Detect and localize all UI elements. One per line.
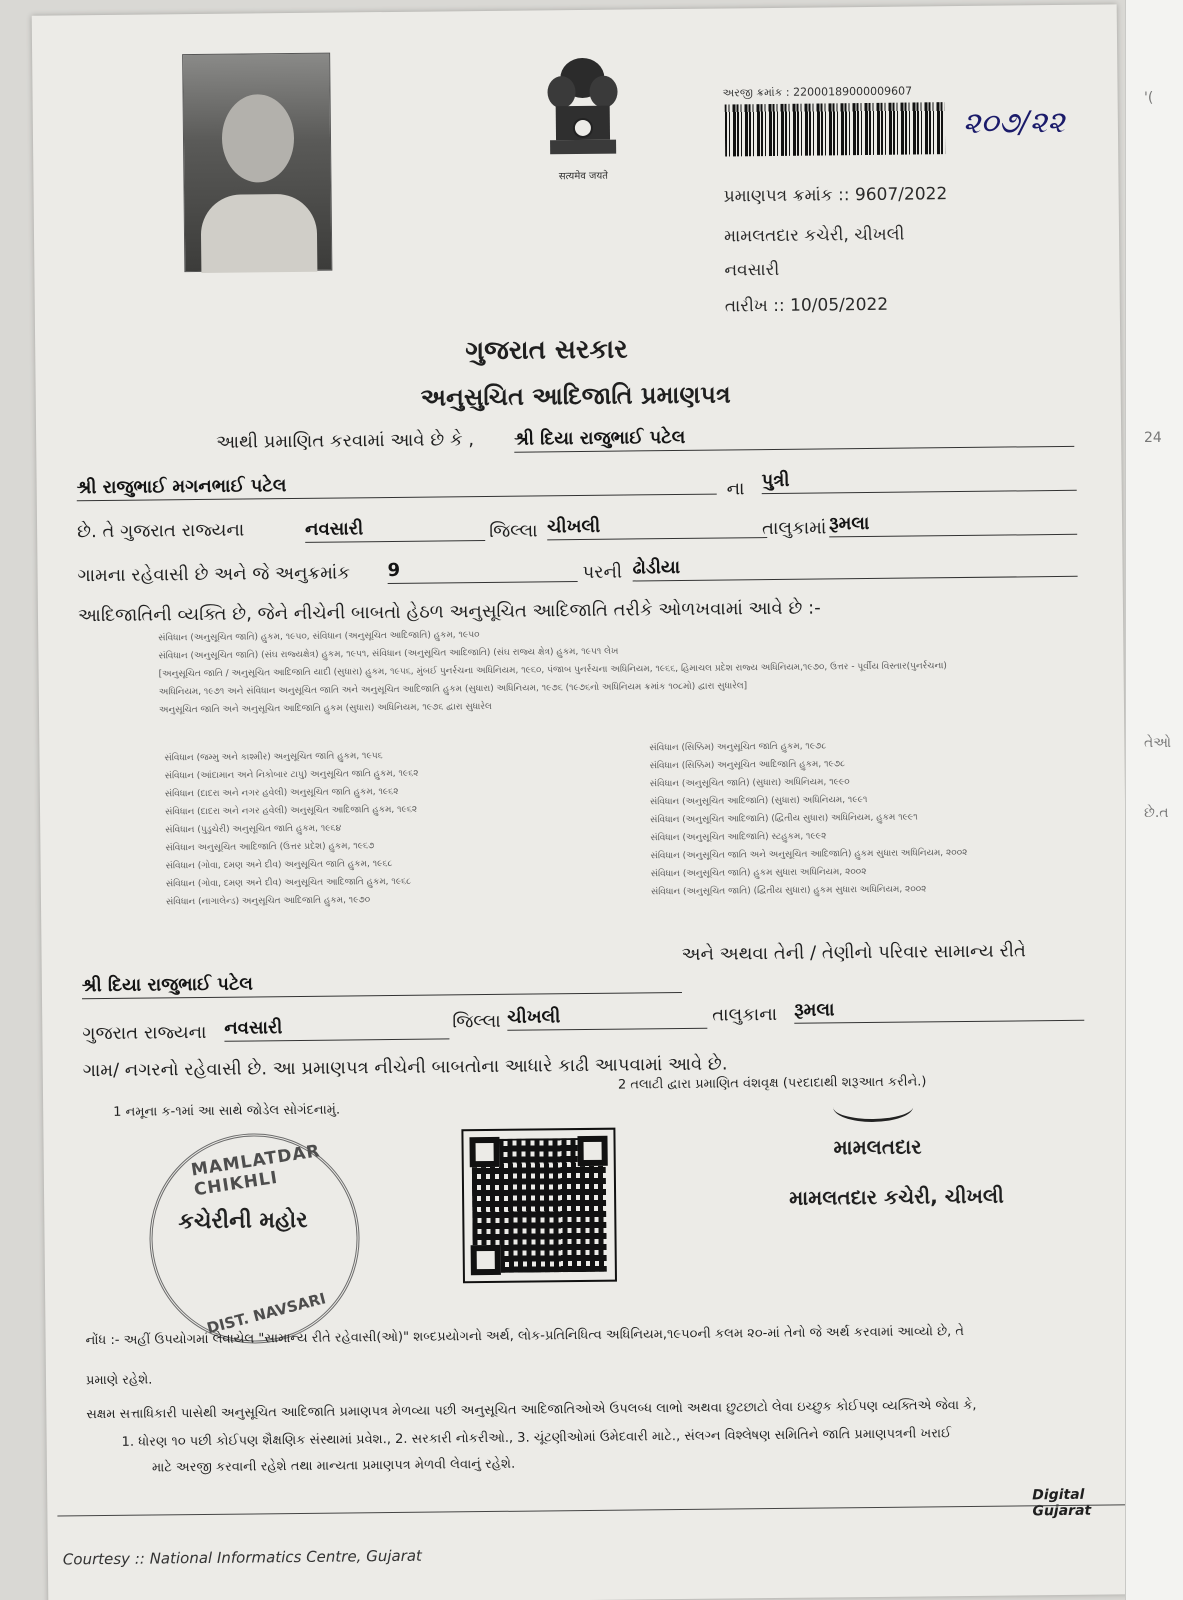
government-title: ગુજરાત સરકાર <box>465 334 628 367</box>
note-2: સક્ષમ સત્તાધિકારી પાસેથી અનુસૂચિત આદિજાતિ પ્રમાણપત્ર મેળવ્યા પછી અનુસૂચિત આદિજાતિઓએ ઉપલબ્ધ લાભો અથવા છુટછાટો લેવા ઇચ્છુક કોઈપણ વ્યક્તિએ જેવા કે, <box>86 1397 977 1423</box>
photo-body <box>201 194 318 273</box>
order-line: સંવિધાન (દાદરા અને નગર હવેલી) અનુસૂચિત જાતિ હુકમ, ૧૯૬૨ <box>164 786 399 800</box>
order-line: સંવિધાન (અનુસૂચિત જાતિ) હુકમ, ૧૯૫૦, સંવિધાન (અનુસૂચિત આદિજાતિ) હુકમ, ૧૯૫૦ <box>158 630 480 644</box>
national-emblem <box>537 49 628 183</box>
basis-item-1: 1 નમૂના ક-૧માં આ સાથે જોડેલ સોગંદનામું. <box>113 1102 341 1120</box>
order-line: સંવિધાન (દાદરા અને નગર હવેલી) અનુસૂચિત આદિજાતિ હુકમ, ૧૯૬૨ <box>165 804 418 818</box>
family-district: નવસારી <box>224 1015 449 1041</box>
order-line: સંવિધાન (નાગાલેન્ડ) અનુસૂચિત આદિજાતિ હુકમ, ૧૯૭૦ <box>165 895 371 908</box>
footer-divider <box>57 1504 1132 1516</box>
family-taluka-label: તાલુકાના <box>712 1003 778 1026</box>
family-taluka: ચીખલી <box>507 1005 707 1031</box>
applicant-name: શ્રી દિયા રાજુભાઈ પટેલ <box>514 423 1074 453</box>
family-district-label: જિલ્લા <box>452 1010 501 1033</box>
par-label: પરની <box>582 561 623 583</box>
taluka-value: ચીખલી <box>547 514 767 540</box>
tribe-value: ઢોડીયા <box>632 553 1077 582</box>
order-line: અધિનિયમ, ૧૯૭૧ અને સંવિધાન અનુસૂચિત જાતિ અને અનુસૂચિત આદિજાતિ હુકમ (સુધારા) અધિનિયમ, ૧૯૭૬ (૧૯૭૬નો અધિનિયમ ક્રમાંક ૧૦૮મો) દ્વારા સુધારેલ] <box>158 681 748 698</box>
note-1b: પ્રમાણે રહેશે. <box>85 1372 153 1389</box>
certificate-number-label: પ્રમાણપત્ર ક્રમાંક :: <box>723 185 850 207</box>
next-page-edge <box>1125 0 1183 1600</box>
order-line: સંવિધાન (ગોવા, દમણ અને દીવ) અનુસૂચિત આદિજાતિ હુકમ, ૧૯૬૮ <box>165 876 412 890</box>
resident-text: ગામના રહેવાસી છે અને જે અનુક્રમાંક <box>77 562 351 587</box>
district-label: જિલ્લા <box>489 520 538 542</box>
order-line: સંવિધાન (અનુસૂચિત આદિજાતિ) (દ્વિતીય સુધારા) અધિનિયમ, હુકમ ૧૯૯૧ <box>650 812 918 826</box>
order-line: સંવિધાન (પુડુચેરી) અનુસૂચિત જાતિ હુકમ, ૧૯૬૪ <box>165 823 342 836</box>
issue-date-label: તારીખ :: <box>724 295 785 317</box>
issuing-district: નવસારી <box>724 259 780 281</box>
photo-face <box>222 94 295 183</box>
handwritten-number: ૨૦૭/૨૨ <box>962 104 1065 141</box>
taluka-label: તાલુકામાં <box>762 517 827 540</box>
state-text: છે. તે ગુજરાત રાજ્યના <box>77 519 245 543</box>
order-line: સંવિધાન (સિક્કિમ) અનુસૂચિત આદિજાતિ હુકમ, ૧૯૭૮ <box>649 759 846 772</box>
note-1-text: અહીં ઉપયોગમાં લેવાયેલ "સામાન્ય રીતે રહેવાસી(ઓ)" શબ્દપ્રયોગનો અર્થ, લોક-પ્રતિનિધિત્વ અધિનિયમ,૧૯૫૦ની કલમ ૨૦-માં તેનો જે અર્થ કરવામાં આવ્યો છે, તે <box>123 1324 965 1348</box>
emblem-motto: सत्यमेव जयते <box>558 170 609 183</box>
application-number-value: 22000189000009607 <box>793 84 913 99</box>
order-line: સંવિધાન (અનુસૂચિત આદિજાતિ) (સુધારા) અધિનિયમ, ૧૯૯૧ <box>649 795 868 808</box>
issue-date-value: 10/05/2022 <box>790 294 889 316</box>
orders-right-list <box>649 736 968 901</box>
certify-text: આથી પ્રમાણિત કરવામાં આવે છે કે , <box>216 429 475 453</box>
edge-text: '( <box>1144 90 1154 106</box>
applicant-photo <box>182 53 332 273</box>
order-line: સંવિધાન (અનુસૂચિત જાતિ અને અનુસૂચિત આદિજાતિ) હુકમ સુધારા અધિનિયમ, ૨૦૦૨ <box>650 847 968 862</box>
edge-text: છે.ત <box>1144 805 1169 821</box>
seal-bottom-text: DIST. NAVSARI <box>205 1289 328 1338</box>
tribe-text: આદિજાતિની વ્યક્તિ છે, જેને નીચેની બાબતો હેઠળ અનુસૂચિત આદિજાતિ તરીકે ઓળખવામાં આવે છે :- <box>77 597 821 627</box>
order-line: સંવિધાન (આંદામાન અને નિકોબાર ટાપુ) અનુસૂચિત જાતિ હુકમ, ૧૯૬૨ <box>164 768 419 782</box>
digital-gujarat-label: Digital Gujarat <box>1032 1486 1092 1520</box>
courtesy-text: Courtesy :: National Informatics Centre, Gujarat <box>62 1546 422 1569</box>
certificate-number <box>724 184 948 206</box>
note-label: નોંધ :- <box>85 1332 120 1349</box>
edge-text: 24 <box>1144 430 1162 446</box>
order-line: સંવિધાન (અનુસૂચિત જાતિ) હુકમ સુધારા અધિનિયમ, ૨૦૦૨ <box>650 867 867 880</box>
certificate-sheet <box>32 4 1134 1600</box>
certificate-title: અનુસુચિત આદિજાતિ પ્રમાણપત્ર <box>420 380 731 412</box>
issue-date <box>725 295 889 317</box>
certificate-number-value: 9607/2022 <box>854 184 948 206</box>
order-line: [અનુસૂચિત જાતિ / અનુસૂચિત આદિજાતિ યાદી (સુધારા) હુકમ, ૧૯૫૬, મુંબઈ પુનર્રચના અધિનિયમ, ૧૯૬૦, પંજાબ પુનર્રચના અધિનિયમ, ૧૯૬૬, હિમાચલ પ્રદેશ રાજ્ય અધિનિયમ,૧૯૭૦, ઉત્તર - પૂર્વીય વિસ્તાર(પુનર્રચના) <box>158 661 947 680</box>
orders-top-list <box>158 621 947 719</box>
village-value: રૂમલા <box>829 511 1077 538</box>
orders-left-list <box>164 747 420 912</box>
order-line: સંવિધાન (ગોવા, દમણ અને દીવ) અનુસૂચિત જાતિ હુકમ, ૧૯૬૮ <box>165 858 393 872</box>
order-line: સંવિધાન (અનુસૂચિત જાતિ) (સુધારા) અધિનિયમ, ૧૯૯૦ <box>649 777 850 790</box>
ashoka-emblem-icon <box>537 49 628 165</box>
qr-finder <box>471 1245 501 1275</box>
district-value: નવસારી <box>305 517 485 543</box>
order-line: સંવિધાન (અનુસૂચિત જાતિ) (સંઘ રાજ્યક્ષેત્ર) હુકમ, ૧૯૫૧, સંવિધાન (અનુસૂચિત આદિજાતિ) (સંઘ રાજ્ય ક્ષેત્ર) હુકમ, ૧૯૫૧ લેખ <box>158 646 619 662</box>
qr-finder <box>469 1137 499 1167</box>
family-state-label: ગુજરાત રાજ્યના <box>82 1021 207 1045</box>
application-number <box>722 85 912 101</box>
order-line: સંવિધાન અનુસૂચિત આદિજાતિ (ઉત્તર પ્રદેશ) હુકમ, ૧૯૬૭ <box>165 841 375 854</box>
parent-name: શ્રી રાજુભાઈ મગનભાઈ પટેલ <box>77 471 717 502</box>
qr-finder <box>577 1136 607 1166</box>
basis-item-2: 2 તલાટી દ્વારા પ્રમાણિત વંશવૃક્ષ (પરદાદાથી શરૂઆત કરીને.) <box>617 1074 927 1093</box>
order-line: સંવિધાન (જમ્મુ અને કાશ્મીર) અનુસૂચિત જાતિ હુકમ, ૧૯૫૬ <box>164 751 383 764</box>
order-line: સંવિધાન (અનુસૂચિત જાતિ) (દ્વિતીય સુધારા) હુકમ સુધારા અધિનિયમ, ૨૦૦૨ <box>650 884 927 898</box>
issuing-office: મામલતદાર કચેરી, ચીખલી <box>723 224 905 247</box>
order-line: અનુસૂચિત જાતિ અને અનુસૂચિત આદિજાતિ હુકમ (સુધારા) અધિનિયમ, ૧૯૭૬ દ્વારા સુધારેલ <box>158 701 492 716</box>
na-label: ના <box>726 478 745 500</box>
issue-text: ગામ/ નગરનો રહેવાસી છે. આ પ્રમાણપત્ર નીચેની બાબતોના આધારે કાઢી આપવામાં આવે છે. <box>82 1053 728 1082</box>
seal-center-text: કચેરીની મહોર <box>178 1207 308 1235</box>
application-number-label: અરજી ક્રમાંક : <box>722 85 790 100</box>
edge-text: તેઓ <box>1144 735 1172 751</box>
verification-qr-code <box>463 1130 615 1282</box>
note-3: 1. ધોરણ ૧૦ પછી કોઈપણ શૈક્ષણિક સંસ્થામાં પ્રવેશ., 2. સરકારી નોકરીઓ., 3. ચૂંટણીઓમાં ઉમેદવારી માટે., સંલગ્ન વિશ્લેષણ સમિતિને જાતિ પ્રમાણપત્રની ખરાઈ <box>121 1426 952 1450</box>
family-name: શ્રી દિયા રાજુભાઈ પટેલ <box>82 969 682 999</box>
signature <box>833 1092 913 1123</box>
signatory-office: મામલતદાર કચેરી, ચીખલી <box>788 1183 1004 1210</box>
family-text: અને અથવા તેની / તેણીનો પરિવાર સામાન્ય રીતે <box>681 940 1027 965</box>
signatory-title: મામલતદાર <box>833 1134 922 1160</box>
application-barcode <box>725 102 946 156</box>
order-line: સંવિધાન (અનુસૂચિત આદિજાતિ) સ્ટહુકમ, ૧૯૯૨ <box>650 831 827 844</box>
note-4: માટે અરજી કરવાની રહેશે તથા માન્યતા પ્રમાણપત્ર મેળવી લેવાનું રહેશે. <box>151 1456 516 1476</box>
office-seal <box>148 1132 360 1344</box>
family-village: રૂમલા <box>794 997 1084 1024</box>
order-line: સંવિધાન (સિક્કિમ) અનુસૂચિત જાતિ હુકમ, ૧૯૭૮ <box>649 741 827 754</box>
serial-number: 9 <box>387 558 577 584</box>
relation: પુત્રી <box>762 467 1077 494</box>
seal-outer-text: MAMLATDAR CHIKHLI <box>189 1141 322 1201</box>
